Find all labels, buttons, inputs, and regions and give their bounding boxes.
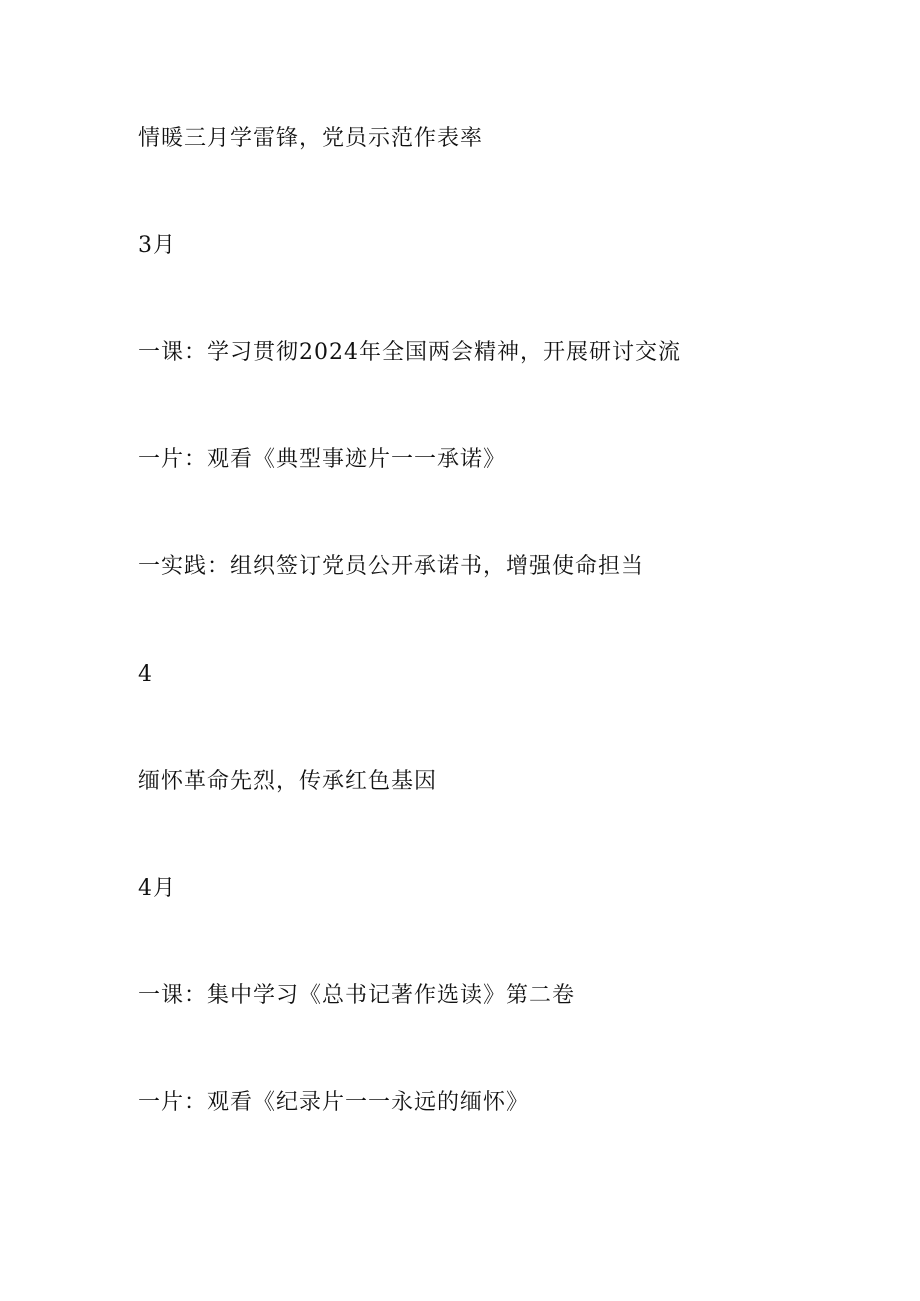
- month-label-april: 4月: [138, 876, 176, 901]
- section-theme-april: 缅怀革命先烈，传承红色基因: [138, 769, 438, 794]
- activity-lesson-april: 一课：集中学习《总书记著作选读》第二卷: [138, 983, 576, 1008]
- month-label-march: 3月: [138, 233, 176, 258]
- activity-film-march: 一片：观看《典型事迹片一一承诺》: [138, 447, 507, 472]
- section-theme-march: 情暖三月学雷锋，党员示范作表率: [138, 126, 484, 151]
- activity-practice-march: 一实践：组织签订党员公开承诺书，增强使命担当: [138, 554, 645, 579]
- section-number-april: 4: [138, 662, 153, 687]
- activity-lesson-march: 一课：学习贯彻2024年全国两会精神，开展研讨交流: [138, 340, 681, 365]
- activity-film-april: 一片：观看《纪录片一一永远的缅怀》: [138, 1090, 530, 1115]
